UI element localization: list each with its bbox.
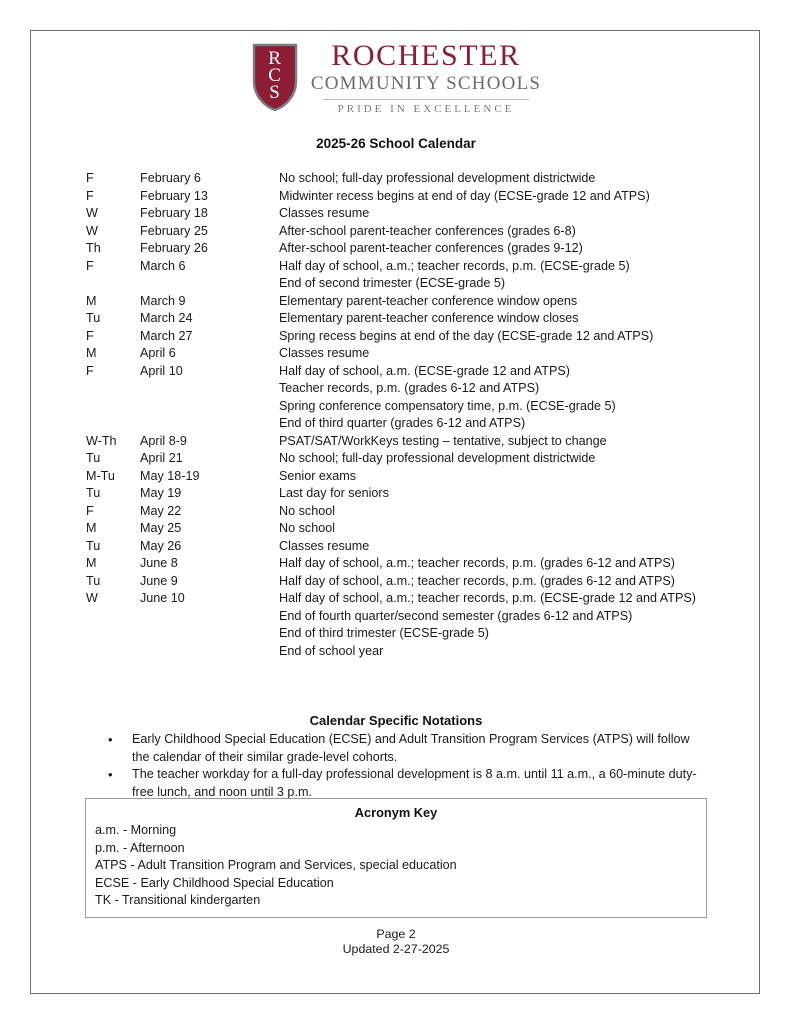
calendar-date: February 6: [140, 171, 201, 185]
calendar-row: [86, 539, 746, 557]
calendar-description: Senior exams: [279, 468, 356, 483]
calendar-date: March 6: [140, 258, 186, 273]
calendar-row: [86, 609, 746, 627]
calendar-day-of-week: F: [86, 171, 94, 185]
calendar-row: [86, 311, 746, 329]
calendar-row: [86, 626, 746, 644]
notation-item: [101, 731, 701, 766]
calendar-description: Classes resume: [279, 346, 370, 360]
calendar-description: End of fourth quarter/second semester (grades 6-12 and ATPS): [279, 608, 633, 623]
calendar-row: [86, 556, 746, 574]
rcs-shield-icon: [251, 41, 299, 113]
calendar-row: [86, 329, 746, 347]
calendar-date: June 9: [140, 573, 178, 588]
calendar-description: No school: [279, 503, 336, 518]
calendar-row: [86, 574, 746, 592]
calendar-day-of-week: M: [86, 293, 97, 308]
calendar-day-of-week: F: [86, 363, 94, 378]
calendar-row: [86, 591, 746, 609]
calendar-day-of-week: M: [86, 346, 97, 360]
calendar-day-of-week: Tu: [86, 451, 101, 465]
calendar-row: [86, 189, 746, 207]
calendar-description: Elementary parent-teacher conference window closes: [279, 311, 579, 325]
calendar-description: Half day of school, a.m. (ECSE-grade 12 and ATPS): [279, 363, 570, 378]
calendar-row: [86, 381, 746, 399]
notations-list: [101, 731, 701, 801]
calendar-description: End of school year: [279, 643, 384, 658]
calendar-date: June 8: [140, 556, 178, 570]
calendar-date: February 13: [140, 188, 208, 203]
bullet-icon: •: [108, 767, 113, 782]
footer-updated-date: Updated 2-27-2025: [342, 942, 450, 956]
calendar-row: [86, 206, 746, 224]
calendar-day-of-week: Tu: [86, 311, 101, 325]
shield-letter-s: S: [269, 81, 281, 103]
calendar-date: May 19: [140, 486, 182, 500]
notation-item: [101, 766, 701, 801]
calendar-row: [86, 504, 746, 522]
calendar-day-of-week: M: [86, 521, 97, 535]
calendar-description: Last day for seniors: [279, 486, 389, 500]
calendar-date: May 18-19: [140, 468, 200, 483]
calendar-row: [86, 434, 746, 452]
calendar-description: Spring conference compensatory time, p.m. (ECSE-grade 5): [279, 398, 616, 413]
acronym-entry: ATPS - Adult Transition Program and Services, special education: [95, 858, 457, 872]
calendar-description: Teacher records, p.m. (grades 6-12 and ATPS): [279, 381, 540, 395]
calendar-description: Half day of school, a.m.; teacher records, p.m. (ECSE-grade 12 and ATPS): [279, 591, 696, 605]
notation-text: The teacher workday for a full-day professional development is 8 a.m. until 11 a.m., a 60-minute duty-free lunch, and noon until 3 p.m.: [132, 767, 697, 799]
calendar-date: April 10: [140, 363, 183, 378]
acronym-entry: p.m. - Afternoon: [95, 840, 185, 855]
calendar-description: PSAT/SAT/WorkKeys testing – tentative, subject to change: [279, 433, 607, 448]
calendar-description: No school; full-day professional development districtwide: [279, 171, 596, 185]
logo-tagline: PRIDE IN EXCELLENCE: [337, 103, 515, 115]
calendar-row: [86, 224, 746, 242]
calendar-date: February 18: [140, 206, 208, 220]
calendar-row: [86, 346, 746, 364]
page-title: 2025-26 School Calendar: [316, 136, 476, 151]
calendar-description: No school; full-day professional development districtwide: [279, 451, 596, 465]
acronym-key-box: [85, 798, 707, 918]
calendar-row: [86, 241, 746, 259]
calendar-description: Half day of school, a.m.; teacher records, p.m. (grades 6-12 and ATPS): [279, 573, 675, 588]
shield-letter-r: R: [268, 47, 282, 69]
acronym-entry: ECSE - Early Childhood Special Education: [95, 875, 334, 890]
calendar-row: [86, 399, 746, 417]
calendar-day-of-week: Tu: [86, 538, 101, 553]
calendar-date: April 8-9: [140, 433, 187, 448]
calendar-row: [86, 644, 746, 662]
calendar-date: April 21: [140, 451, 183, 465]
calendar-day-of-week: F: [86, 258, 94, 273]
calendar-description: End of third quarter (grades 6-12 and ATPS): [279, 416, 526, 430]
notation-text: Early Childhood Special Education (ECSE) and Adult Transition Program Services (ATPS) will follow the calendar of their similar grade-level cohorts.: [132, 732, 690, 764]
calendar-row: [86, 469, 746, 487]
calendar-row: [86, 364, 746, 382]
calendar-day-of-week: Tu: [86, 486, 101, 500]
calendar-date: February 25: [140, 223, 208, 238]
calendar-description: Elementary parent-teacher conference window opens: [279, 293, 578, 308]
acronym-entry: a.m. - Morning: [95, 823, 177, 837]
logo-name-line-2: COMMUNITY SCHOOLS: [310, 73, 542, 94]
acronym-key-entries: [95, 822, 697, 910]
calendar-date: May 25: [140, 521, 182, 535]
district-logo: [31, 39, 761, 115]
logo-name-line-1: ROCHESTER: [331, 39, 521, 72]
calendar-row: [86, 294, 746, 312]
calendar-description: Half day of school, a.m.; teacher records, p.m. (ECSE-grade 5): [279, 258, 630, 273]
calendar-description: End of second trimester (ECSE-grade 5): [279, 276, 506, 290]
calendar-description: End of third trimester (ECSE-grade 5): [279, 626, 489, 640]
calendar-description: Half day of school, a.m.; teacher records, p.m. (grades 6-12 and ATPS): [279, 556, 675, 570]
page-border-frame: [30, 30, 760, 994]
logo-wordmark: [311, 39, 541, 115]
calendar-day-of-week: W: [86, 591, 98, 605]
calendar-description: Classes resume: [279, 538, 370, 553]
calendar-row: [86, 451, 746, 469]
calendar-description: No school: [279, 521, 336, 535]
calendar-day-of-week: F: [86, 188, 94, 203]
calendar-row: [86, 276, 746, 294]
calendar-day-of-week: W: [86, 206, 98, 220]
calendar-day-of-week: F: [86, 328, 94, 343]
acronym-key-title: Acronym Key: [354, 805, 438, 820]
calendar-day-of-week: Th: [86, 241, 101, 255]
calendar-description: After-school parent-teacher conferences (grades 6-8): [279, 223, 576, 238]
bullet-icon: •: [108, 732, 113, 747]
calendar-date: April 6: [140, 346, 176, 360]
shield-letter-c: C: [268, 64, 282, 86]
calendar-day-of-week: W: [86, 223, 98, 238]
calendar-date: May 26: [140, 538, 182, 553]
calendar-row: [86, 171, 746, 189]
calendar-description: Classes resume: [279, 206, 370, 220]
footer-page-number: Page 2: [376, 927, 416, 941]
calendar-date: March 9: [140, 293, 186, 308]
calendar-description: After-school parent-teacher conferences (grades 9-12): [279, 241, 583, 255]
calendar-row: [86, 486, 746, 504]
notations-heading: Calendar Specific Notations: [309, 713, 483, 728]
calendar-day-of-week: W-Th: [86, 433, 117, 448]
calendar-day-of-week: M-Tu: [86, 468, 115, 483]
calendar-date: March 24: [140, 311, 193, 325]
calendar-day-of-week: Tu: [86, 573, 101, 588]
calendar-date: March 27: [140, 328, 193, 343]
calendar-date: June 10: [140, 591, 185, 605]
calendar-day-of-week: F: [86, 503, 94, 518]
acronym-entry: TK - Transitional kindergarten: [95, 893, 261, 907]
calendar-entry-table: [86, 171, 746, 661]
calendar-description: Midwinter recess begins at end of day (ECSE-grade 12 and ATPS): [279, 188, 650, 203]
calendar-description: Spring recess begins at end of the day (ECSE-grade 12 and ATPS): [279, 328, 654, 343]
calendar-row: [86, 521, 746, 539]
logo-divider: [323, 99, 529, 100]
calendar-row: [86, 416, 746, 434]
calendar-row: [86, 259, 746, 277]
calendar-date: February 26: [140, 241, 208, 255]
page-footer: [31, 927, 761, 957]
calendar-date: May 22: [140, 503, 182, 518]
calendar-day-of-week: M: [86, 556, 97, 570]
